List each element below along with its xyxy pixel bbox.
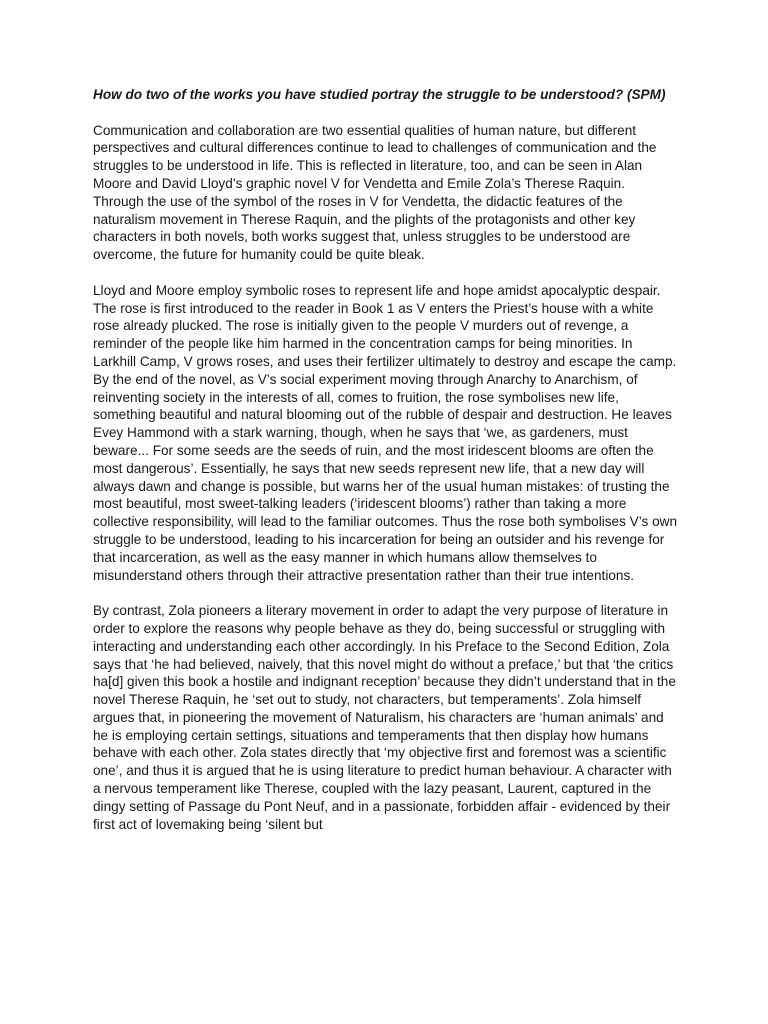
paragraph-introduction: Communication and collaboration are two essential qualities of human nature, but different perspectives and cultural differences continue to lead to challenges of communication and the struggles to be understood in life. This is reflected in literature, too, and can be seen in Alan Moore and David Lloyd’s graphic novel V for Vendetta and Emile Zola’s Therese Raquin. Through the use of the symbol of the roses in V for Vendetta, the didactic features of the naturalism movement in Therese Raquin, and the plights of the protagonists and other key characters in both novels, both works suggest that, unless struggles to be understood are overcome, the future for humanity could be quite bleak.: [93, 122, 657, 263]
essay-question: How do two of the works you have studied portray the struggle to be understood? (SPM): [93, 87, 666, 102]
document-page: [93, 86, 678, 851]
paragraph-zola: By contrast, Zola pioneers a literary movement in order to adapt the very purpose of literature in order to explore the reasons why people behave as they do, being successful or struggling with interacting and understanding each other accordingly. In his Preface to the Second Edition, Zola says that ‘he had believed, naively, that this novel might do without a preface,’ but that ‘the critics ha[d] given this book a hostile and indignant reception’ because they didn’t understand that in the novel Therese Raquin, he ‘set out to study, not characters, but temperaments’. Zola himself argues that, in pioneering the movement of Naturalism, his characters are ‘human animals’ and he is employing certain settings, situations and temperaments that then display how humans behave with each other. Zola states directly that ‘my objective first and foremost was a scientific one’, and thus it is argued that he is using literature to predict human behaviour. A character with a nervous temperament like Therese, coupled with the lazy peasant, Laurent, captured in the dingy setting of Passage du Pont Neuf, and in a passionate, forbidden affair - evidenced by their first act of lovemaking being ‘silent but: [93, 603, 676, 832]
paragraph-roses: Lloyd and Moore employ symbolic roses to represent life and hope amidst apocalyptic despair. The rose is first introduced to the reader in Book 1 as V enters the Priest’s house with a white rose already plucked. The rose is initially given to the people V murders out of revenge, a reminder of the people like him harmed in the concentration camps for being minorities. In Larkhill Camp, V grows roses, and uses their fertilizer ultimately to destroy and escape the camp. By the end of the novel, as V’s social experiment moving through Anarchy to Anarchism, of reinventing society in the interests of all, comes to fruition, the rose symbolises new life, something beautiful and natural blooming out of the rubble of despair and destruction. He leaves Evey Hammond with a stark warning, though, when he says that ‘we, as gardeners, must beware... For some seeds are the seeds of ruin, and the most iridescent blooms are often the most dangerous’. Essentially, he says that new seeds represent new life, that a new day will always dawn and change is possible, but warns her of the usual human mistakes: of trusting the most beautiful, most sweet-talking leaders (‘iridescent blooms’) rather than taking a more collective responsibility, will lead to the familiar outcomes. Thus the rose both symbolises V’s own struggle to be understood, leading to his incarceration for being an outsider and his revenge for that incarceration, as well as the easy manner in which humans allow themselves to misunderstand others through their attractive presentation rather than their true intentions.: [93, 282, 678, 583]
